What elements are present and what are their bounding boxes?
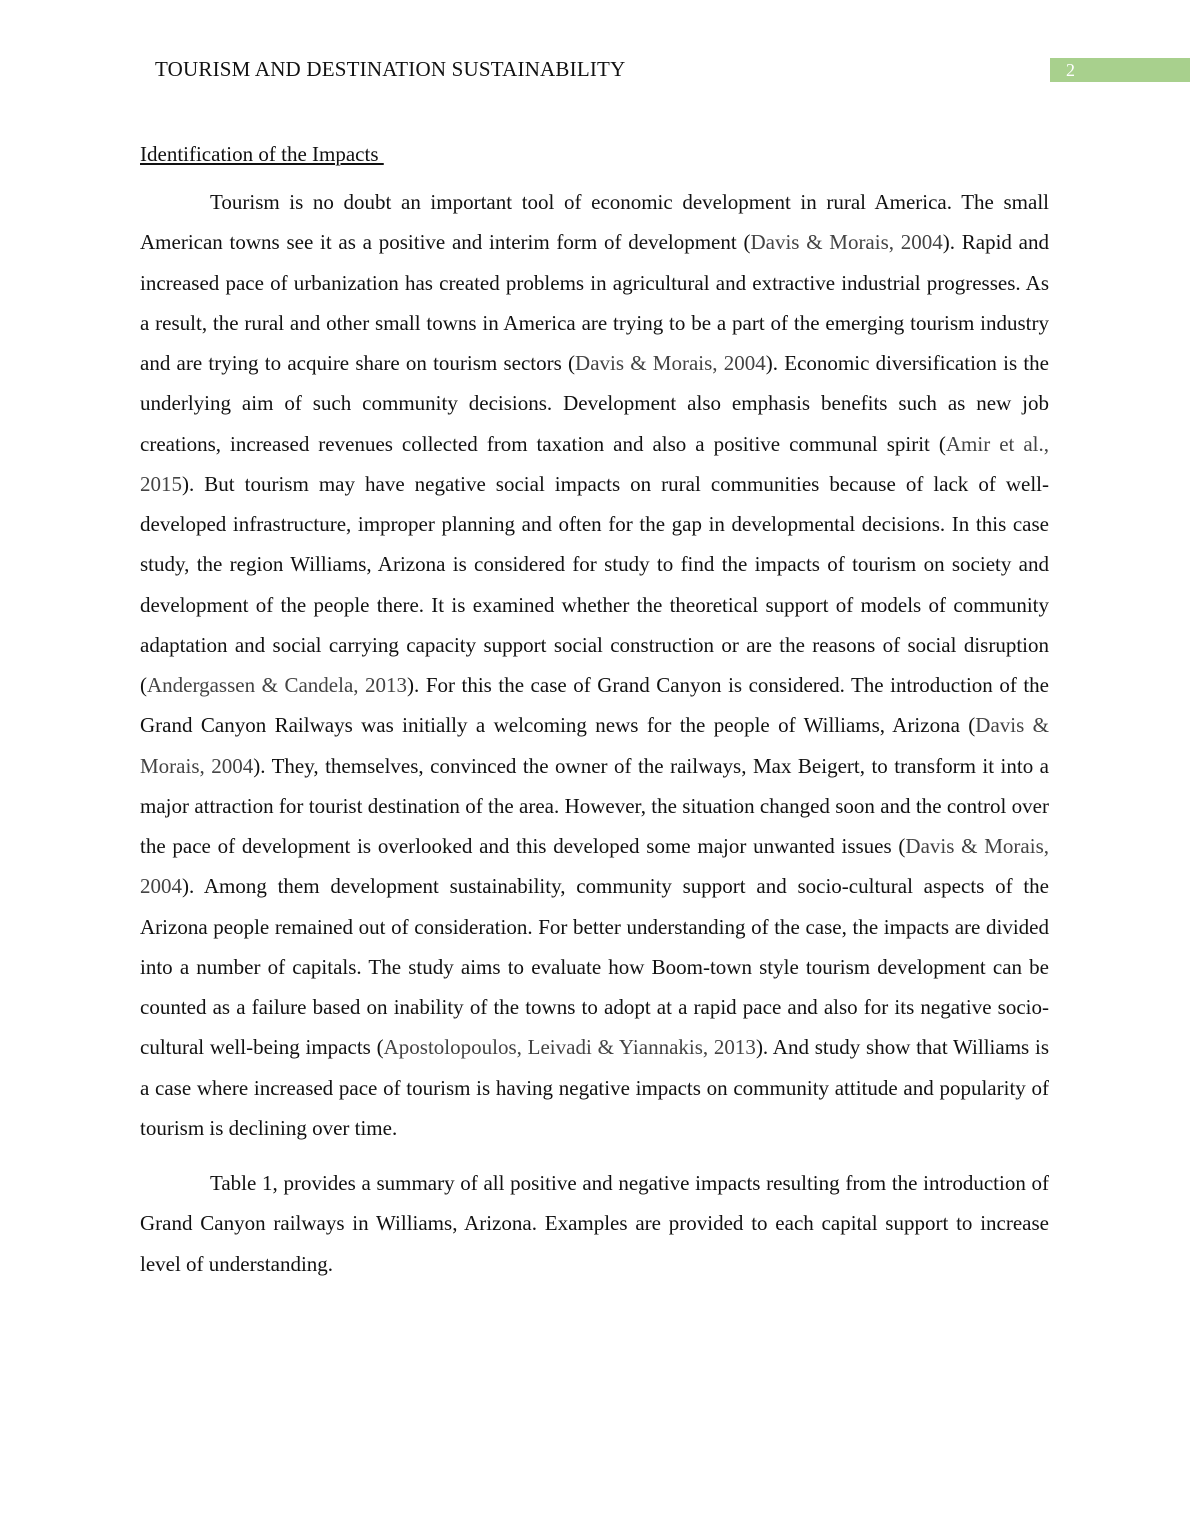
paragraph-text: ). Among them development sustainability, community support and socio-cultural aspects of the Arizona people remained out of consideration. For better understanding of the case, the impacts are divided into a number of capitals. The study aims to evaluate how Boom-town style tourism development can be counted as a failure based on inability of the towns to adopt at a rapid pace and also for its negative socio-cultural well-being impacts (: [140, 874, 1049, 1060]
citation: Apostolopoulos, Leivadi & Yiannakis, 2013: [383, 1035, 756, 1060]
citation: Amir et al., 2015: [140, 431, 1050, 496]
paragraph-text: Tourism is no doubt an important tool of economic development in rural America. The small American towns see it as a positive and interim form of development (: [140, 190, 1049, 255]
section-heading: Identification of the Impacts: [140, 142, 384, 166]
paragraph-text: ). They, themselves, convinced the owner of the railways, Max Beigert, to transform it into a major attraction for tourist destination of the area. However, the situation changed soon and the control over the pace of development is overlooked and this developed some major unwanted issues (: [140, 753, 1050, 858]
paragraph-text: ). Rapid and increased pace of urbanization has created problems in agricultural and extractive industrial progresses. As a result, the rural and other small towns in America are trying to be a part of the emerging tourism industry and are trying to acquire share on tourism sectors (: [140, 230, 1049, 375]
running-head: TOURISM AND DESTINATION SUSTAINABILITY: [155, 57, 626, 81]
citation: Davis & Morais, 2004: [575, 351, 766, 375]
citation: Davis & Morais, 2004: [140, 713, 1049, 778]
citation: Davis & Morais, 2004: [140, 834, 1049, 899]
paragraph-text: ). Economic diversification is the underlying aim of such community decisions. Development also emphasis benefits such as new job creations, increased revenues collected from taxation and also a positive communal spirit (: [140, 351, 1050, 456]
paragraph-text: ). And study show that Williams is a case where increased pace of tourism is having negative impacts on community attitude and popularity of tourism is declining over time.: [140, 1035, 1049, 1140]
body-paragraph-1: [140, 182, 1049, 1148]
document-body: [140, 140, 1049, 1299]
page-number-badge: 2: [1050, 58, 1190, 82]
body-paragraph-2: Table 1, provides a summary of all positive and negative impacts resulting from the introduction of Grand Canyon railways in Williams, Arizona. Examples are provided to each capital support to increase level of understanding.: [140, 1171, 1049, 1276]
citation: Davis & Morais, 2004: [750, 230, 943, 255]
paragraph-text: ). But tourism may have negative social impacts on rural communities because of lack of well-developed infrastructure, improper planning and often for the gap in developmental decisions. In this case study, the region Williams, Arizona is considered for study to find the impacts of tourism on society and development of the people there. It is examined whether the theoretical support of models of community adaptation and social carrying capacity support social construction or are the reasons of social disruption (: [140, 471, 1049, 697]
paragraph-text: ). For this the case of Grand Canyon is considered. The introduction of the Grand Canyon Railways was initially a welcoming news for the people of Williams, Arizona (: [140, 673, 1049, 738]
citation: Andergassen & Candela, 2013: [147, 673, 408, 697]
